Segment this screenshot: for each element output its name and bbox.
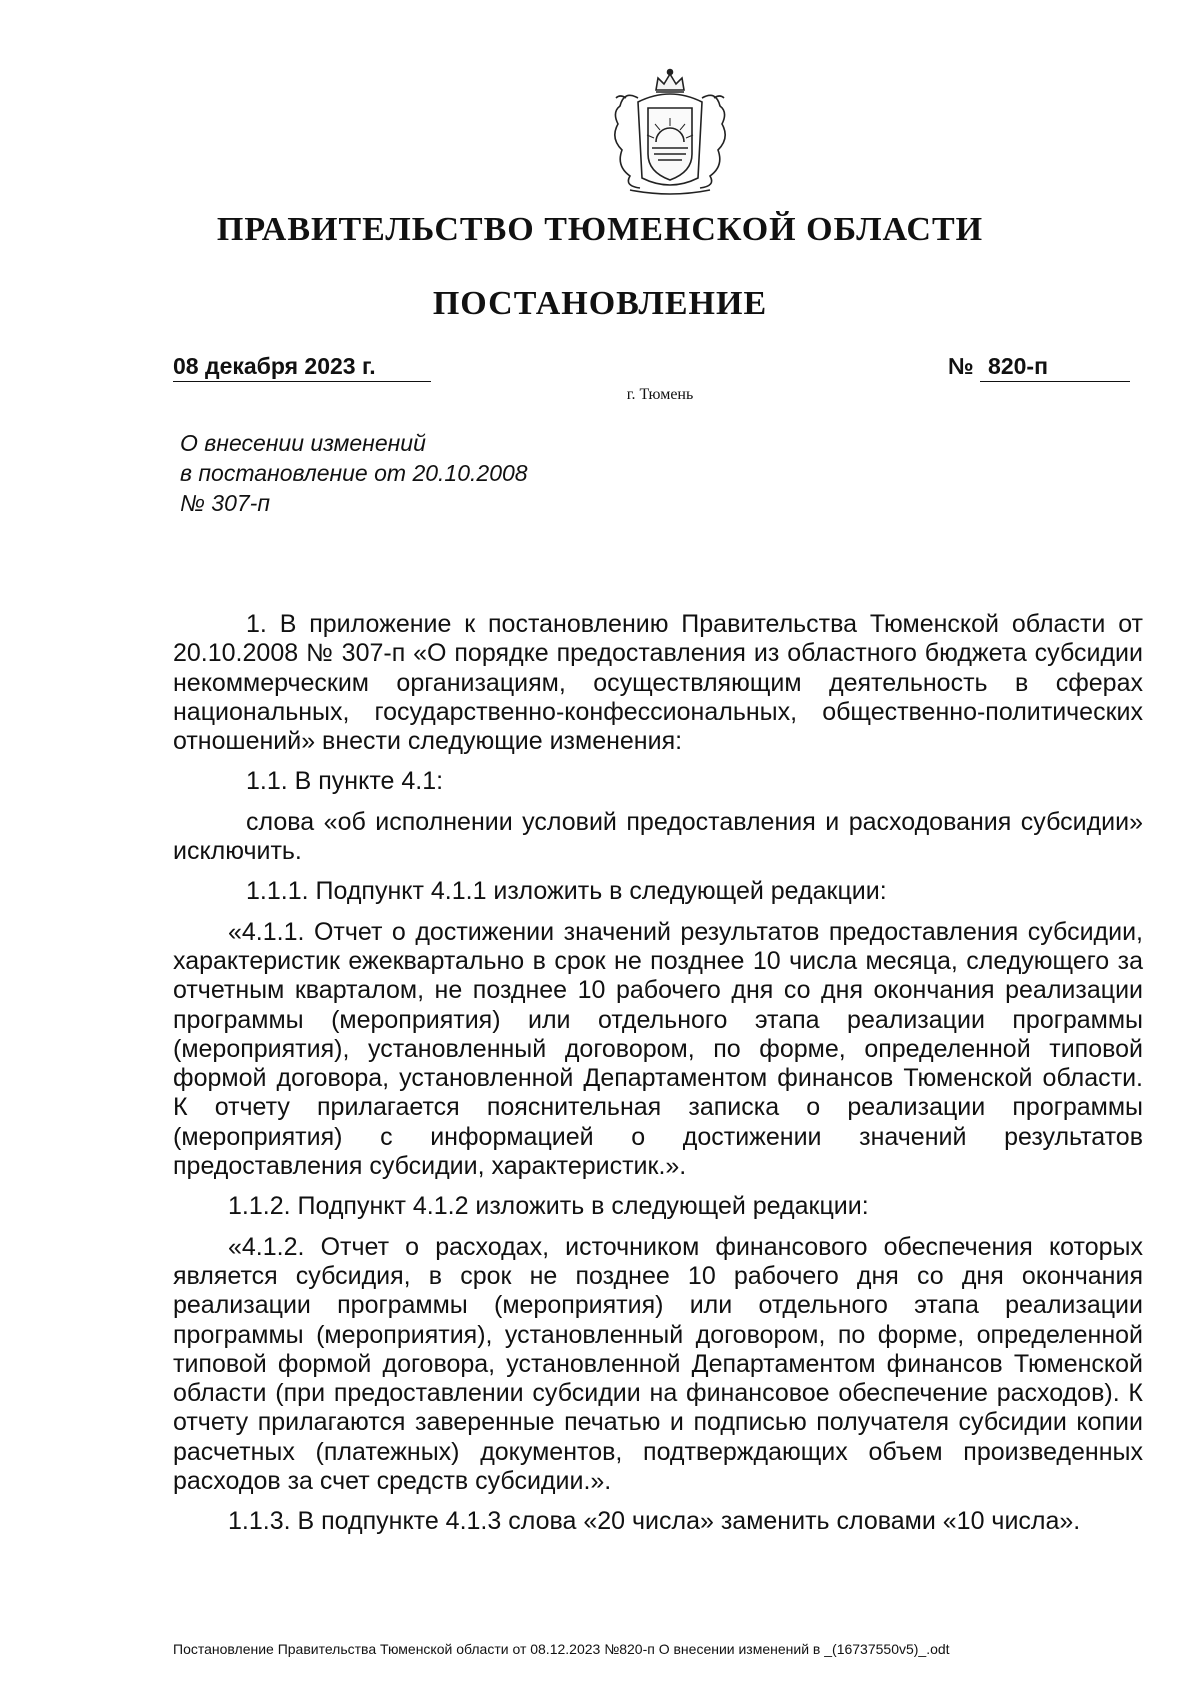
subject-line: О внесении изменений	[180, 430, 426, 456]
subject-line: в постановление от 20.10.2008	[180, 460, 528, 486]
paragraph-4: 1.1.1. Подпункт 4.1.1 изложить в следующей редакции:	[246, 877, 887, 906]
paragraph-5: «4.1.1. Отчет о достижении значений результатов предоставления субсидии, характеристик ежеквартально в срок не позднее 10 числа месяца, следующего за отчетным кварталом, не позднее 10 рабочего дня со дня окончания реализации программы (мероприятия) или отдельного этапа реализации программы (мероприятия), установленный договором, по форме, определенной типовой формой договора, установленной Департаментом финансов Тюменской области. К отчету прилагается пояснительная записка о реализации программы (мероприятия) с информацией о достижении значений результатов предоставления субсидии, характеристик.».	[173, 917, 1143, 1181]
subject-line: № 307-п	[180, 490, 270, 516]
page-footer: Постановление Правительства Тюменской области от 08.12.2023 №820-п О внесении изменений в _(16737550v5)_.odt	[173, 1641, 950, 1657]
paragraph-8: 1.1.3. В подпункте 4.1.3 слова «20 числа» заменить словами «10 числа».	[228, 1507, 1081, 1536]
paragraph-7: «4.1.2. Отчет о расходах, источником финансового обеспечения которых является субсидия, в срок не позднее 10 рабочего дня со дня окончания реализации программы (мероприятия) или отдельного этапа реализации программы (мероприятия), установленный договором, по форме, определенной типовой формой договора, установленной Департаментом финансов Тюменской области (при предоставлении субсидии на финансовое обеспечение расходов). К отчету прилагаются заверенные печатью и подписью получателя субсидии копии расчетных (платежных) документов, подтверждающих объем произведенных расходов за счет средств субсидии.».	[173, 1232, 1143, 1496]
document-subject	[180, 428, 680, 518]
paragraph-1: 1. В приложение к постановлению Правительства Тюменской области от 20.10.2008 № 307-п «О порядке предоставления из областного бюджета субсидии некоммерческим организациям, осуществляющим деятельность в сферах национальных, государственно-конфессиональных, общественно-политических отношений» внести следующие изменения:	[173, 610, 1143, 756]
number-sign: №	[948, 353, 974, 379]
paragraph-6: 1.1.2. Подпункт 4.1.2 изложить в следующей редакции:	[228, 1192, 869, 1221]
document-body	[173, 610, 1143, 1548]
government-title: ПРАВИТЕЛЬСТВО ТЮМЕНСКОЙ ОБЛАСТИ	[216, 211, 984, 248]
document-date: 08 декабря 2023 г.	[173, 351, 431, 382]
paragraph-3: слова «об исполнении условий предоставления и расходования субсидии» исключить.	[173, 807, 1143, 866]
city: г. Тюмень	[626, 386, 694, 403]
paragraph-2: 1.1. В пункте 4.1:	[246, 767, 444, 796]
number-value: 820-п	[980, 351, 1130, 382]
document-number	[948, 351, 1130, 382]
coat-of-arms-icon	[580, 68, 760, 196]
document-type: ПОСТАНОВЛЕНИЕ	[432, 285, 768, 322]
